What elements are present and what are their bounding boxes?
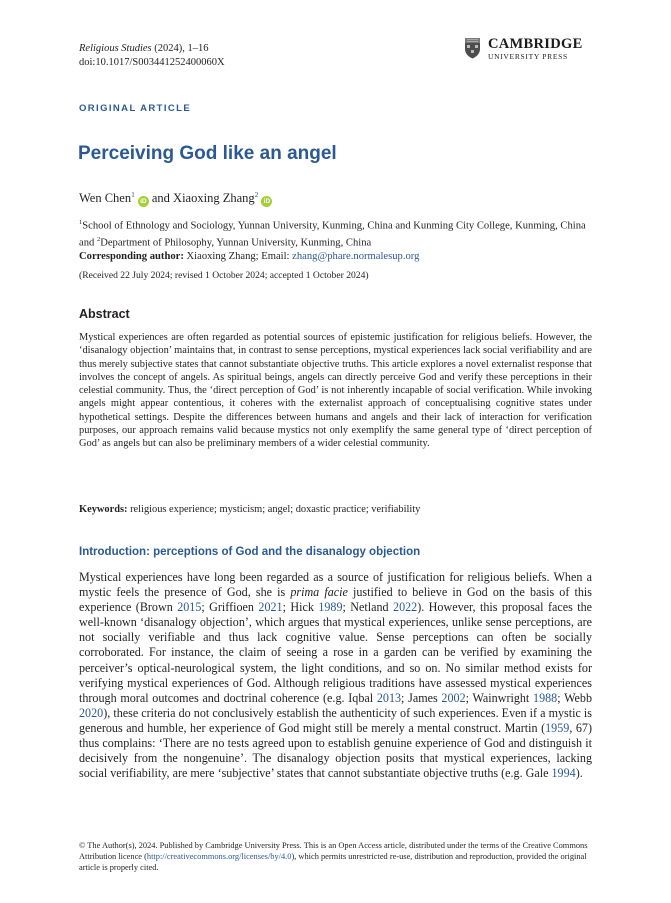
orcid-icon[interactable]: iD [138,196,149,207]
author-list [79,187,275,207]
citation-link[interactable]: 1988 [533,690,558,705]
affiliations [79,216,594,264]
citation-link[interactable]: 2002 [441,690,466,705]
abstract-text: Mystical experiences are often regarded as potential sources of epistemic justification for religious beliefs. However, the ‘disanalogy objection’ maintains that, in contrast to sense perceptions, mystical experiences lack social verifiability and are thus merely subjective states that cannot substantiate objective truths. This article explores a novel externalist response that involves the concept of angels. As spiritual beings, angels can directly perceive God and verify these perceptions in their celestial community. Thus, the ‘direct perception of God’ is not inherently incapable of social verification. While invoking angels might appear contentious, it coheres with the externalist approach of conceptualising cognitive states under hypothetical settings. Despite the differences between humans and angels and their lack of interaction for verification purposes, our approach remains valid because mystics not only exemplify the same general type of ‘direct perception of God’ as angels but can also be preliminary members of a wider celestial community. [79,332,592,449]
footer-text: ), which permits unrestricted re-use, distribution and reproduction, provided the original article is properly cited. [79,852,587,872]
body-paragraph [79,570,592,781]
journal-volume: (2024), 1–16 [154,43,209,54]
affiliation-number: 2 [96,236,101,244]
citation-link[interactable]: 2015 [177,600,202,615]
body-text: ; Webb [557,690,592,705]
citation-link[interactable]: 1959 [545,720,570,735]
citation-link[interactable]: 2022 [393,600,418,615]
journal-name: Religious Studies [79,43,152,54]
keywords-label: Keywords: [79,504,128,515]
body-text: ; Wainwright [465,690,534,705]
footer-text: © The Author(s), 2024. Published by Cambridge University Press. This is an Open Access article, distributed under the terms of the Creative Commons Attribution licence ( [79,841,588,861]
affiliation-text: Department of Philosophy, Yunnan University, Kunming, China [100,237,372,249]
article-type-label: ORIGINAL ARTICLE [79,103,192,114]
corresponding-label: Corresponding author: [79,251,184,263]
keywords [79,503,592,516]
keywords-text: religious experience; mysticism; angel; doxastic practice; verifiability [130,504,421,515]
body-italic: prima facie [290,585,348,600]
author-joiner: and [151,191,170,206]
citation-link[interactable]: 2013 [376,690,402,705]
citation-link[interactable]: 1994 [551,766,576,781]
article-title: Perceiving God like an angel [78,143,337,164]
body-text: ). [575,766,583,781]
body-text: ; Hick [282,600,319,615]
citation-link[interactable]: 2021 [258,600,283,615]
email-link[interactable]: zhang@phare.normalesup.org [292,251,420,263]
author-name[interactable]: Xiaoxing Zhang [173,191,255,206]
body-text: ). However, this proposal faces the well-known ‘disanalogy objection’, which argues that mystical experiences, unlike sense perceptions, are not socially verifiable and thus lack cognitive value. Sense perceptions can often be socially corroborated. For instance, the claim of seeing a rose in a garden can be verified by examining the perceiver’s optical-neurological system, the light conditions, and so on. No similar method exists for verifying mystical experiences of God. Although religious traditions have assessed mystical experiences through moral outcomes and doctrinal coherence (e.g. Iqbal [79,600,593,705]
body-text: ; Netland [342,600,394,615]
citation-link[interactable]: 1989 [318,600,343,615]
body-text: , 67) thus complains: ‘There are no tests agreed upon to establish genuine experience of God and distinguish it decisively from the nongenuine’. The disanalogy objection posits that mystical experiences, lacking social verifiability, are mere ‘subjective’ states that cannot substantiate objective truths (e.g. Gale [79,720,592,781]
corresponding-text: Xiaoxing Zhang; Email: [186,251,290,263]
body-text: ; James [401,690,442,705]
journal-citation [79,42,225,70]
author-name[interactable]: Wen Chen [79,191,132,206]
publisher-brand: CAMBRIDGE [488,36,583,52]
citation-link[interactable]: 2020 [79,705,104,720]
shield-crest-icon [464,37,481,59]
body-text: justified to believe in God on the basis of this experience (Brown [79,585,592,615]
received-dates: (Received 22 July 2024; revised 1 October 2024; accepted 1 October 2024) [79,270,369,281]
license-link[interactable]: http://creativecommons.org/licenses/by/4.0 [146,852,292,861]
doi[interactable]: doi:10.1017/S003441252400060X [79,57,225,68]
affiliation-marker[interactable]: 1 [131,190,135,199]
publisher-logo [464,37,584,63]
publisher-press: UNIVERSITY PRESS [488,52,568,61]
affiliation-number: 1 [79,219,83,226]
abstract-heading: Abstract [79,307,130,321]
body-text: Mystical experiences have long been regarded as a source of justification for religious beliefs. When a mystic feels the presence of God, she is [79,570,592,600]
affiliation-text: School of Ethnology and Sociology, Yunnan University, Kunming, China and Kunming City College, Kunming, China and [79,220,586,249]
affiliation-marker[interactable]: 2 [254,190,259,199]
section-heading: Introduction: perceptions of God and the disanalogy objection [79,546,421,558]
orcid-icon[interactable]: iD [261,196,272,207]
body-text: ; Griffioen [201,600,259,615]
body-text: ), these criteria do not conclusively establish the authenticity of such experiences. Even if a mystic is generous and humble, her experience of God might still be merely a mental construct. Martin ( [79,705,592,735]
copyright-notice [79,840,592,873]
